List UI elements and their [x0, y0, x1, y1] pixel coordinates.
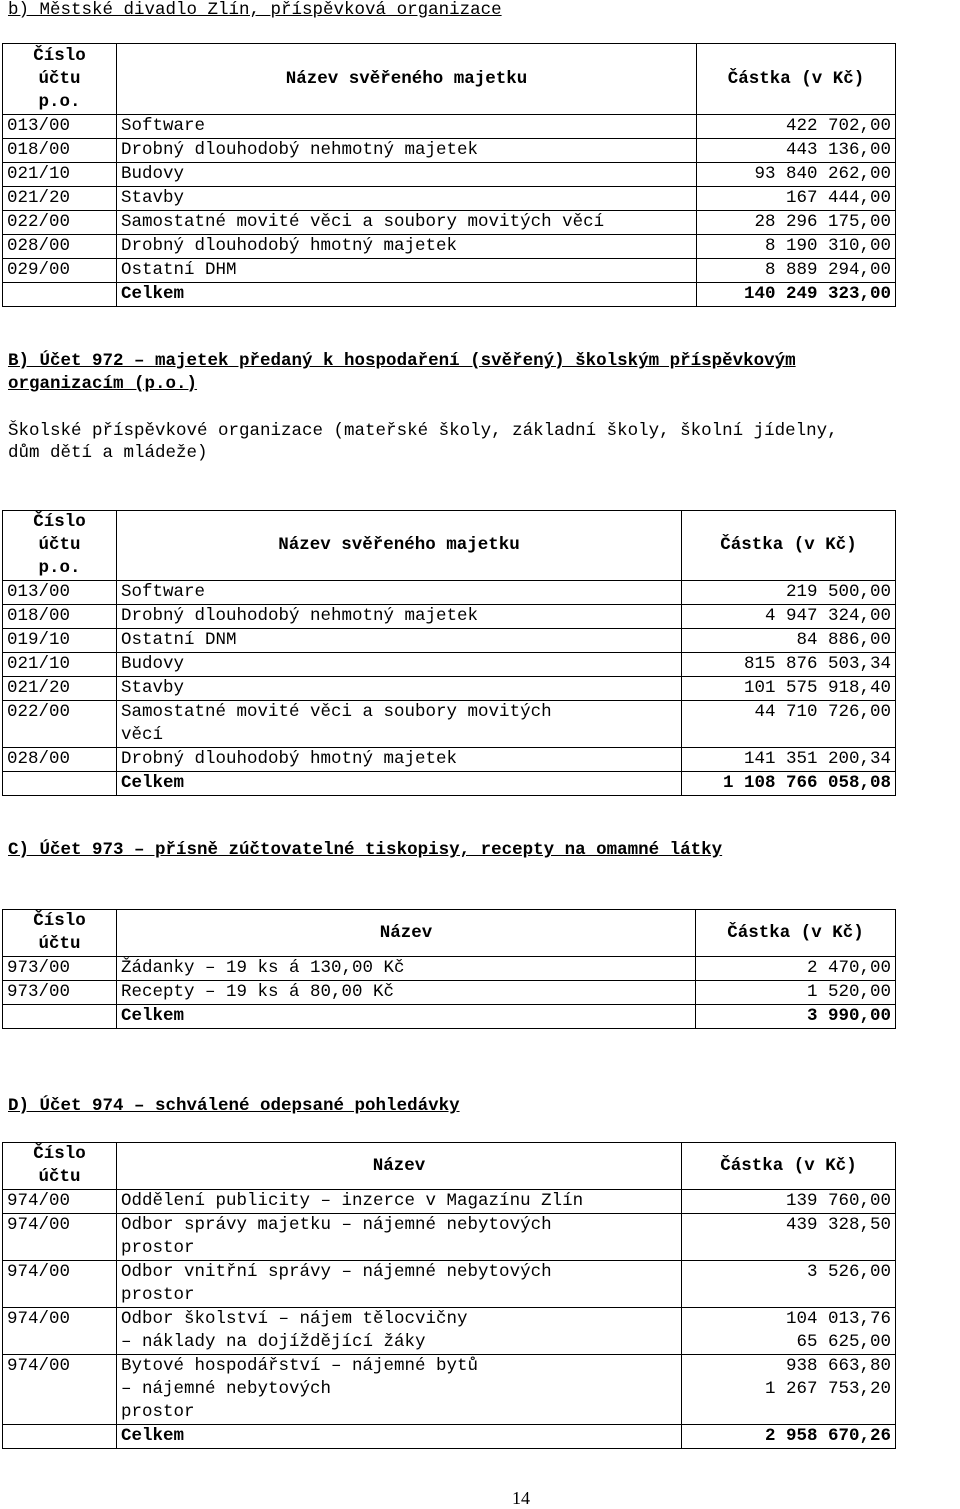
- cell-amount: 93 840 262,00: [697, 163, 896, 187]
- cell-name: Odbor školství – nájem tělocvičny – náklady na dojíždějící žáky: [117, 1308, 682, 1355]
- cell-account: 974/00: [3, 1190, 117, 1214]
- table-header-row: [3, 44, 896, 115]
- section-C-title: C) Účet 973 – přísně zúčtovatelné tiskopisy, recepty na omamné látky: [8, 840, 723, 860]
- header-name: Název svěřeného majetku: [117, 44, 697, 115]
- page-number: 14: [512, 1488, 530, 1508]
- cell-name: Drobný dlouhodobý hmotný majetek: [117, 235, 697, 259]
- cell-account: 028/00: [3, 748, 117, 772]
- cell-name: Budovy: [117, 163, 697, 187]
- table-row: [3, 581, 896, 605]
- cell-account: 028/00: [3, 235, 117, 259]
- table-row: [3, 139, 896, 163]
- cell-amount: 8 190 310,00: [697, 235, 896, 259]
- table-row: [3, 1214, 896, 1261]
- cell-amount: 101 575 918,40: [682, 677, 896, 701]
- table-row: [3, 653, 896, 677]
- cell-name: Samostatné movité věci a soubory movitých věcí: [117, 701, 682, 748]
- table-row: [3, 677, 896, 701]
- cell-name: Odbor správy majetku – nájemné nebytových prostor: [117, 1214, 682, 1261]
- header-account: Číslo účtu p.o.: [3, 44, 117, 115]
- header-name: Název: [117, 1143, 682, 1190]
- cell-amount: 104 013,76 65 625,00: [682, 1308, 896, 1355]
- cell-name: Odbor vnitřní správy – nájemné nebytových prostor: [117, 1261, 682, 1308]
- table-row: [3, 163, 896, 187]
- cell-name: Samostatné movité věci a soubory movitých věcí: [117, 211, 697, 235]
- section-D-title: D) Účet 974 – schválené odepsané pohledávky: [8, 1096, 460, 1116]
- cell-amount: 140 249 323,00: [697, 283, 896, 307]
- header-amount: Částka (v Kč): [682, 511, 896, 581]
- table-account-972: [2, 510, 896, 796]
- cell-amount: 219 500,00: [682, 581, 896, 605]
- table-row: [3, 187, 896, 211]
- header-amount: Částka (v Kč): [682, 1143, 896, 1190]
- table-row: [3, 629, 896, 653]
- cell-name: Celkem: [117, 1425, 682, 1449]
- cell-account: 021/20: [3, 187, 117, 211]
- table-row: [3, 235, 896, 259]
- cell-account: 019/10: [3, 629, 117, 653]
- cell-amount: 1 108 766 058,08: [682, 772, 896, 796]
- table-row: [3, 259, 896, 283]
- cell-account: 013/00: [3, 115, 117, 139]
- cell-account: 022/00: [3, 701, 117, 748]
- section-B-title-line2: organizacím (p.o.): [8, 374, 198, 394]
- cell-name: Celkem: [117, 1005, 696, 1029]
- table-header-row: [3, 1143, 896, 1190]
- cell-name: Bytové hospodářství – nájemné bytů – nájemné nebytových prostor: [117, 1355, 682, 1425]
- total-row: [3, 283, 896, 307]
- header-account: Číslo účtu: [3, 1143, 117, 1190]
- cell-account: [3, 283, 117, 307]
- cell-amount: 139 760,00: [682, 1190, 896, 1214]
- cell-account: 018/00: [3, 139, 117, 163]
- table-row: [3, 115, 896, 139]
- header-name: Název svěřeného majetku: [117, 511, 682, 581]
- cell-account: 021/10: [3, 163, 117, 187]
- cell-name: Drobný dlouhodobý nehmotný majetek: [117, 605, 682, 629]
- cell-name: Stavby: [117, 677, 682, 701]
- cell-amount: 28 296 175,00: [697, 211, 896, 235]
- cell-amount: 4 947 324,00: [682, 605, 896, 629]
- section-b-header: b) Městské divadlo Zlín, příspěvková organizace: [8, 0, 502, 20]
- header-account: Číslo účtu p.o.: [3, 511, 117, 581]
- table-account-973: [2, 909, 896, 1029]
- cell-account: 029/00: [3, 259, 117, 283]
- table-account-municipal-theatre: [2, 43, 896, 307]
- cell-account: 021/20: [3, 677, 117, 701]
- table-row: [3, 701, 896, 748]
- cell-amount: 439 328,50: [682, 1214, 896, 1261]
- cell-name: Celkem: [117, 772, 682, 796]
- section-B-desc-line2: dům dětí a mládeže): [8, 443, 208, 463]
- cell-name: Software: [117, 115, 697, 139]
- cell-account: 013/00: [3, 581, 117, 605]
- cell-account: 018/00: [3, 605, 117, 629]
- cell-account: [3, 1425, 117, 1449]
- cell-account: [3, 1005, 117, 1029]
- cell-amount: 8 889 294,00: [697, 259, 896, 283]
- cell-account: 974/00: [3, 1308, 117, 1355]
- table-row: [3, 1261, 896, 1308]
- cell-account: 973/00: [3, 981, 117, 1005]
- table-row: [3, 1355, 896, 1425]
- cell-amount: 167 444,00: [697, 187, 896, 211]
- cell-account: [3, 772, 117, 796]
- cell-account: 022/00: [3, 211, 117, 235]
- cell-name: Ostatní DNM: [117, 629, 682, 653]
- total-row: [3, 772, 896, 796]
- cell-amount: 1 520,00: [696, 981, 896, 1005]
- cell-name: Stavby: [117, 187, 697, 211]
- table-row: [3, 1308, 896, 1355]
- cell-amount: 141 351 200,34: [682, 748, 896, 772]
- section-B-desc-line1: Školské příspěvkové organizace (mateřské školy, základní školy, školní jídelny,: [8, 421, 838, 441]
- cell-name: Drobný dlouhodobý hmotný majetek: [117, 748, 682, 772]
- table-row: [3, 981, 896, 1005]
- cell-amount: 938 663,80 1 267 753,20: [682, 1355, 896, 1425]
- cell-amount: 815 876 503,34: [682, 653, 896, 677]
- cell-name: Žádanky – 19 ks á 130,00 Kč: [117, 957, 696, 981]
- cell-account: 974/00: [3, 1261, 117, 1308]
- cell-amount: 84 886,00: [682, 629, 896, 653]
- table-row: [3, 211, 896, 235]
- cell-amount: 2 958 670,26: [682, 1425, 896, 1449]
- cell-name: Software: [117, 581, 682, 605]
- cell-amount: 44 710 726,00: [682, 701, 896, 748]
- total-row: [3, 1005, 896, 1029]
- header-account: Číslo účtu: [3, 910, 117, 957]
- cell-name: Celkem: [117, 283, 697, 307]
- header-name: Název: [117, 910, 696, 957]
- cell-name: Drobný dlouhodobý nehmotný majetek: [117, 139, 697, 163]
- cell-amount: 3 990,00: [696, 1005, 896, 1029]
- cell-name: Ostatní DHM: [117, 259, 697, 283]
- table-row: [3, 957, 896, 981]
- cell-name: Recepty – 19 ks á 80,00 Kč: [117, 981, 696, 1005]
- table-row: [3, 605, 896, 629]
- table-account-974: [2, 1142, 896, 1449]
- table-row: [3, 748, 896, 772]
- header-amount: Částka (v Kč): [696, 910, 896, 957]
- cell-amount: 422 702,00: [697, 115, 896, 139]
- cell-account: 973/00: [3, 957, 117, 981]
- cell-amount: 3 526,00: [682, 1261, 896, 1308]
- table-header-row: [3, 910, 896, 957]
- cell-account: 974/00: [3, 1355, 117, 1425]
- total-row: [3, 1425, 896, 1449]
- cell-account: 021/10: [3, 653, 117, 677]
- cell-amount: 443 136,00: [697, 139, 896, 163]
- header-amount: Částka (v Kč): [697, 44, 896, 115]
- section-B-title-line1: B) Účet 972 – majetek předaný k hospodaření (svěřený) školským příspěvkovým: [8, 351, 796, 371]
- table-row: [3, 1190, 896, 1214]
- cell-name: Budovy: [117, 653, 682, 677]
- table-header-row: [3, 511, 896, 581]
- cell-account: 974/00: [3, 1214, 117, 1261]
- cell-amount: 2 470,00: [696, 957, 896, 981]
- cell-name: Oddělení publicity – inzerce v Magazínu Zlín: [117, 1190, 682, 1214]
